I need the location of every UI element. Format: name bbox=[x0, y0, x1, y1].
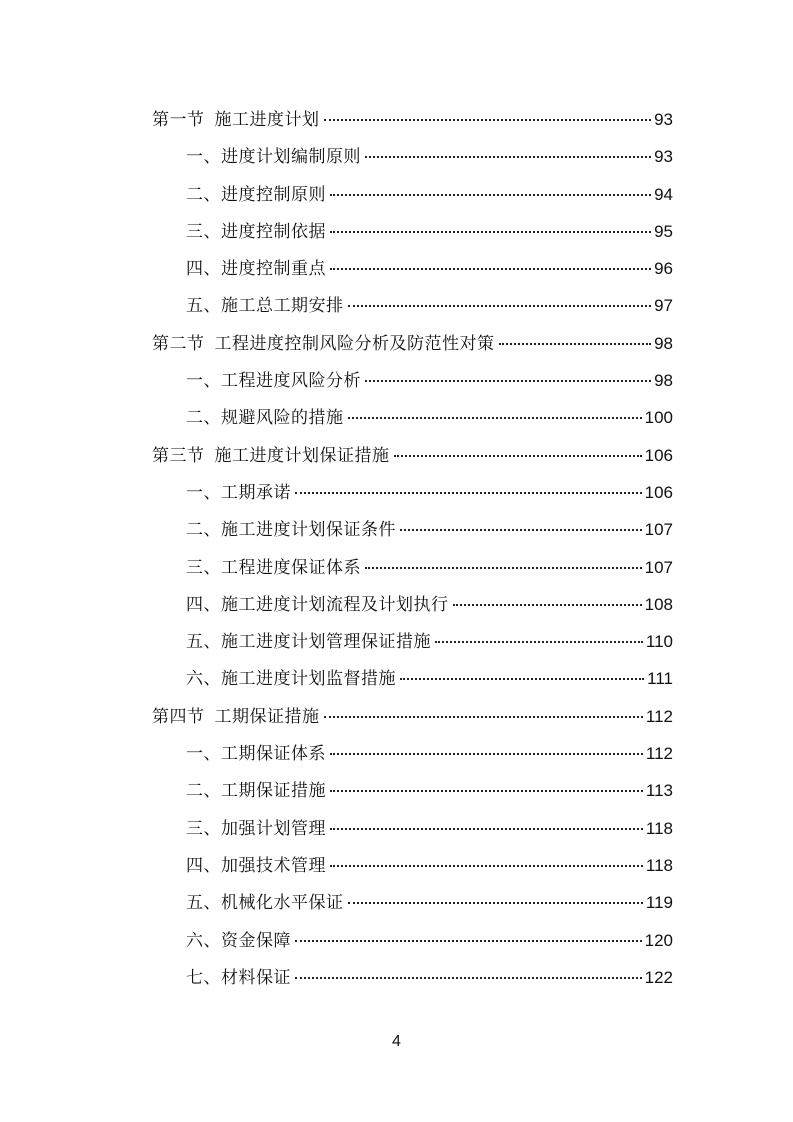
toc-entry-number: 一、 bbox=[186, 744, 221, 765]
toc-entry-page: 112 bbox=[645, 706, 673, 726]
toc-entry-page: 94 bbox=[654, 184, 673, 204]
toc-entry-title: 进度控制重点 bbox=[221, 259, 326, 280]
toc-entry-label bbox=[186, 214, 326, 251]
toc-entry-number: 第二节 bbox=[152, 333, 205, 354]
toc-entry-number: 第三节 bbox=[152, 445, 205, 466]
toc-entry-page: 96 bbox=[654, 259, 673, 279]
toc-subsection-entry[interactable] bbox=[152, 586, 673, 623]
toc-subsection-entry[interactable] bbox=[152, 735, 673, 772]
toc-entry-label bbox=[186, 811, 326, 848]
toc-subsection-entry[interactable] bbox=[152, 138, 673, 175]
toc-subsection-entry[interactable] bbox=[152, 474, 673, 511]
toc-dot-leader bbox=[499, 343, 652, 345]
toc-dot-leader bbox=[295, 492, 642, 494]
toc-subsection-entry[interactable] bbox=[152, 959, 673, 996]
toc-entry-number: 第四节 bbox=[152, 706, 205, 727]
toc-subsection-entry[interactable] bbox=[152, 810, 673, 847]
toc-entry-label bbox=[186, 177, 326, 214]
toc-dot-leader bbox=[330, 865, 643, 867]
toc-entry-label bbox=[186, 773, 326, 810]
toc-subsection-entry[interactable] bbox=[152, 884, 673, 921]
toc-dot-leader bbox=[295, 940, 642, 942]
toc-subsection-entry[interactable] bbox=[152, 922, 673, 959]
toc-entry-label bbox=[186, 550, 361, 587]
toc-entry-number: 一、 bbox=[186, 147, 221, 168]
toc-subsection-entry[interactable] bbox=[152, 549, 673, 586]
toc-entry-page: 118 bbox=[645, 818, 673, 838]
toc-section-entry[interactable] bbox=[152, 437, 673, 474]
toc-entry-title: 工期承诺 bbox=[221, 482, 291, 503]
toc-entry-page: 107 bbox=[644, 557, 673, 577]
toc-entry-page: 106 bbox=[644, 445, 673, 465]
toc-entry-number: 四、 bbox=[186, 855, 221, 876]
toc-entry-number: 七、 bbox=[186, 967, 221, 988]
toc-entry-page: 97 bbox=[654, 296, 673, 316]
toc-entry-number: 五、 bbox=[186, 632, 221, 653]
page-number: 4 bbox=[392, 1033, 401, 1050]
toc-entry-title: 施工进度计划 bbox=[214, 110, 320, 130]
toc-entry-title: 机械化水平保证 bbox=[221, 893, 344, 914]
toc-entry-title: 加强技术管理 bbox=[221, 855, 326, 876]
toc-entry-label bbox=[186, 960, 291, 997]
toc-entry-page: 98 bbox=[654, 333, 673, 353]
toc-entry-page: 106 bbox=[644, 482, 673, 502]
toc-entry-label bbox=[186, 587, 449, 624]
toc-subsection-entry[interactable] bbox=[152, 847, 673, 884]
toc-entry-label bbox=[186, 139, 361, 176]
toc-entry-number: 五、 bbox=[186, 296, 221, 317]
toc-entry-number: 第一节 bbox=[152, 110, 205, 130]
toc-entry-label bbox=[186, 885, 344, 922]
toc-dot-leader bbox=[365, 156, 651, 158]
toc-entry-page: 93 bbox=[654, 110, 673, 129]
toc-dot-leader bbox=[453, 604, 642, 606]
toc-entry-label bbox=[186, 848, 326, 885]
toc-entry-page: 119 bbox=[645, 893, 673, 913]
toc-dot-leader bbox=[348, 305, 652, 307]
toc-subsection-entry[interactable] bbox=[152, 399, 673, 436]
toc-entry-number: 六、 bbox=[186, 930, 221, 951]
toc-dot-leader bbox=[400, 678, 644, 680]
toc-entry-label bbox=[152, 326, 495, 363]
toc-section-entry[interactable] bbox=[152, 698, 673, 735]
toc-entry-title: 工程进度保证体系 bbox=[221, 557, 361, 578]
toc-entry-label bbox=[186, 736, 326, 773]
toc-entry-title: 进度计划编制原则 bbox=[221, 147, 361, 168]
toc-entry-title: 加强计划管理 bbox=[221, 818, 326, 839]
toc-entry-number: 二、 bbox=[186, 184, 221, 205]
toc-entry-page: 100 bbox=[644, 408, 673, 428]
toc-entry-number: 三、 bbox=[186, 818, 221, 839]
toc-dot-leader bbox=[330, 828, 643, 830]
toc-dot-leader bbox=[348, 417, 642, 419]
toc-entry-label bbox=[152, 102, 320, 139]
toc-dot-leader bbox=[348, 902, 643, 904]
toc-entry-page: 110 bbox=[645, 632, 673, 652]
toc-dot-leader bbox=[330, 790, 643, 792]
toc-entry-label bbox=[186, 661, 396, 698]
toc-subsection-entry[interactable] bbox=[152, 250, 673, 287]
toc-dot-leader bbox=[394, 455, 642, 457]
toc-entry-page: 107 bbox=[644, 520, 673, 540]
toc-entry-number: 五、 bbox=[186, 893, 221, 914]
toc-entry-page: 120 bbox=[644, 930, 673, 950]
toc-dot-leader bbox=[330, 268, 651, 270]
toc-entry-label bbox=[186, 251, 326, 288]
toc-entry-page: 122 bbox=[644, 967, 673, 987]
toc-dot-leader bbox=[324, 119, 652, 121]
toc-entry-label bbox=[186, 512, 396, 549]
toc-entry-title: 施工进度计划保证措施 bbox=[214, 445, 390, 466]
toc-entry-label bbox=[152, 699, 320, 736]
toc-entry-title: 资金保障 bbox=[221, 930, 291, 951]
toc-entry-number: 一、 bbox=[186, 371, 221, 392]
toc-section-entry[interactable] bbox=[152, 101, 673, 138]
toc-entry-title: 施工进度计划保证条件 bbox=[221, 520, 396, 541]
toc-entry-title: 工期保证措施 bbox=[214, 706, 320, 727]
toc-subsection-entry[interactable] bbox=[152, 176, 673, 213]
toc-subsection-entry[interactable] bbox=[152, 287, 673, 324]
toc-entry-page: 93 bbox=[654, 147, 673, 167]
toc-entry-title: 施工总工期安排 bbox=[221, 296, 344, 317]
toc-subsection-entry[interactable] bbox=[152, 213, 673, 250]
toc-entry-title: 进度控制原则 bbox=[221, 184, 326, 205]
toc-entry-number: 三、 bbox=[186, 221, 221, 242]
toc-entry-number: 四、 bbox=[186, 259, 221, 280]
toc-dot-leader bbox=[295, 977, 642, 979]
toc-entry-label bbox=[186, 923, 291, 960]
toc-entry-page: 113 bbox=[645, 781, 673, 801]
toc-entry-label bbox=[186, 624, 431, 661]
toc-entry-title: 工期保证措施 bbox=[221, 781, 326, 802]
toc-dot-leader bbox=[324, 716, 643, 718]
toc-entry-title: 施工进度计划流程及计划执行 bbox=[221, 594, 449, 615]
toc-entry-page: 108 bbox=[644, 594, 673, 614]
toc-subsection-entry[interactable] bbox=[152, 772, 673, 809]
toc-entry-label bbox=[186, 363, 361, 400]
toc-entry-title: 施工进度计划监督措施 bbox=[221, 669, 396, 690]
toc-entry-title: 进度控制依据 bbox=[221, 221, 326, 242]
toc-entry-title: 工程进度控制风险分析及防范性对策 bbox=[214, 333, 495, 354]
toc-entry-number: 三、 bbox=[186, 557, 221, 578]
toc-entry-title: 规避风险的措施 bbox=[221, 408, 344, 429]
toc-entry-number: 二、 bbox=[186, 520, 221, 541]
toc-subsection-entry[interactable] bbox=[152, 660, 673, 697]
toc-entry-number: 六、 bbox=[186, 669, 221, 690]
toc-entry-number: 一、 bbox=[186, 482, 221, 503]
toc-entry-page: 118 bbox=[645, 855, 673, 875]
toc-dot-leader bbox=[435, 641, 643, 643]
toc-entry-number: 四、 bbox=[186, 594, 221, 615]
toc-subsection-entry[interactable] bbox=[152, 623, 673, 660]
toc-entry-title: 施工进度计划管理保证措施 bbox=[221, 632, 431, 653]
toc-dot-leader bbox=[330, 194, 651, 196]
toc-dot-leader bbox=[400, 529, 642, 531]
toc-entry-page: 98 bbox=[654, 371, 673, 391]
toc-entry-title: 工期保证体系 bbox=[221, 744, 326, 765]
table-of-contents bbox=[152, 101, 673, 996]
toc-entry-page: 111 bbox=[647, 669, 673, 689]
toc-entry-number: 二、 bbox=[186, 408, 221, 429]
toc-entry-page: 95 bbox=[654, 221, 673, 241]
toc-subsection-entry[interactable] bbox=[152, 511, 673, 548]
toc-entry-number: 二、 bbox=[186, 781, 221, 802]
toc-dot-leader bbox=[365, 567, 642, 569]
toc-section-entry[interactable] bbox=[152, 325, 673, 362]
toc-dot-leader bbox=[365, 380, 651, 382]
toc-entry-page: 112 bbox=[645, 744, 673, 764]
toc-entry-label bbox=[186, 475, 291, 512]
toc-dot-leader bbox=[330, 753, 643, 755]
toc-entry-label bbox=[186, 400, 344, 437]
toc-entry-label bbox=[186, 288, 344, 325]
toc-entry-label bbox=[152, 438, 390, 475]
toc-entry-title: 工程进度风险分析 bbox=[221, 371, 361, 392]
toc-subsection-entry[interactable] bbox=[152, 362, 673, 399]
toc-dot-leader bbox=[330, 231, 651, 233]
toc-entry-title: 材料保证 bbox=[221, 967, 291, 988]
